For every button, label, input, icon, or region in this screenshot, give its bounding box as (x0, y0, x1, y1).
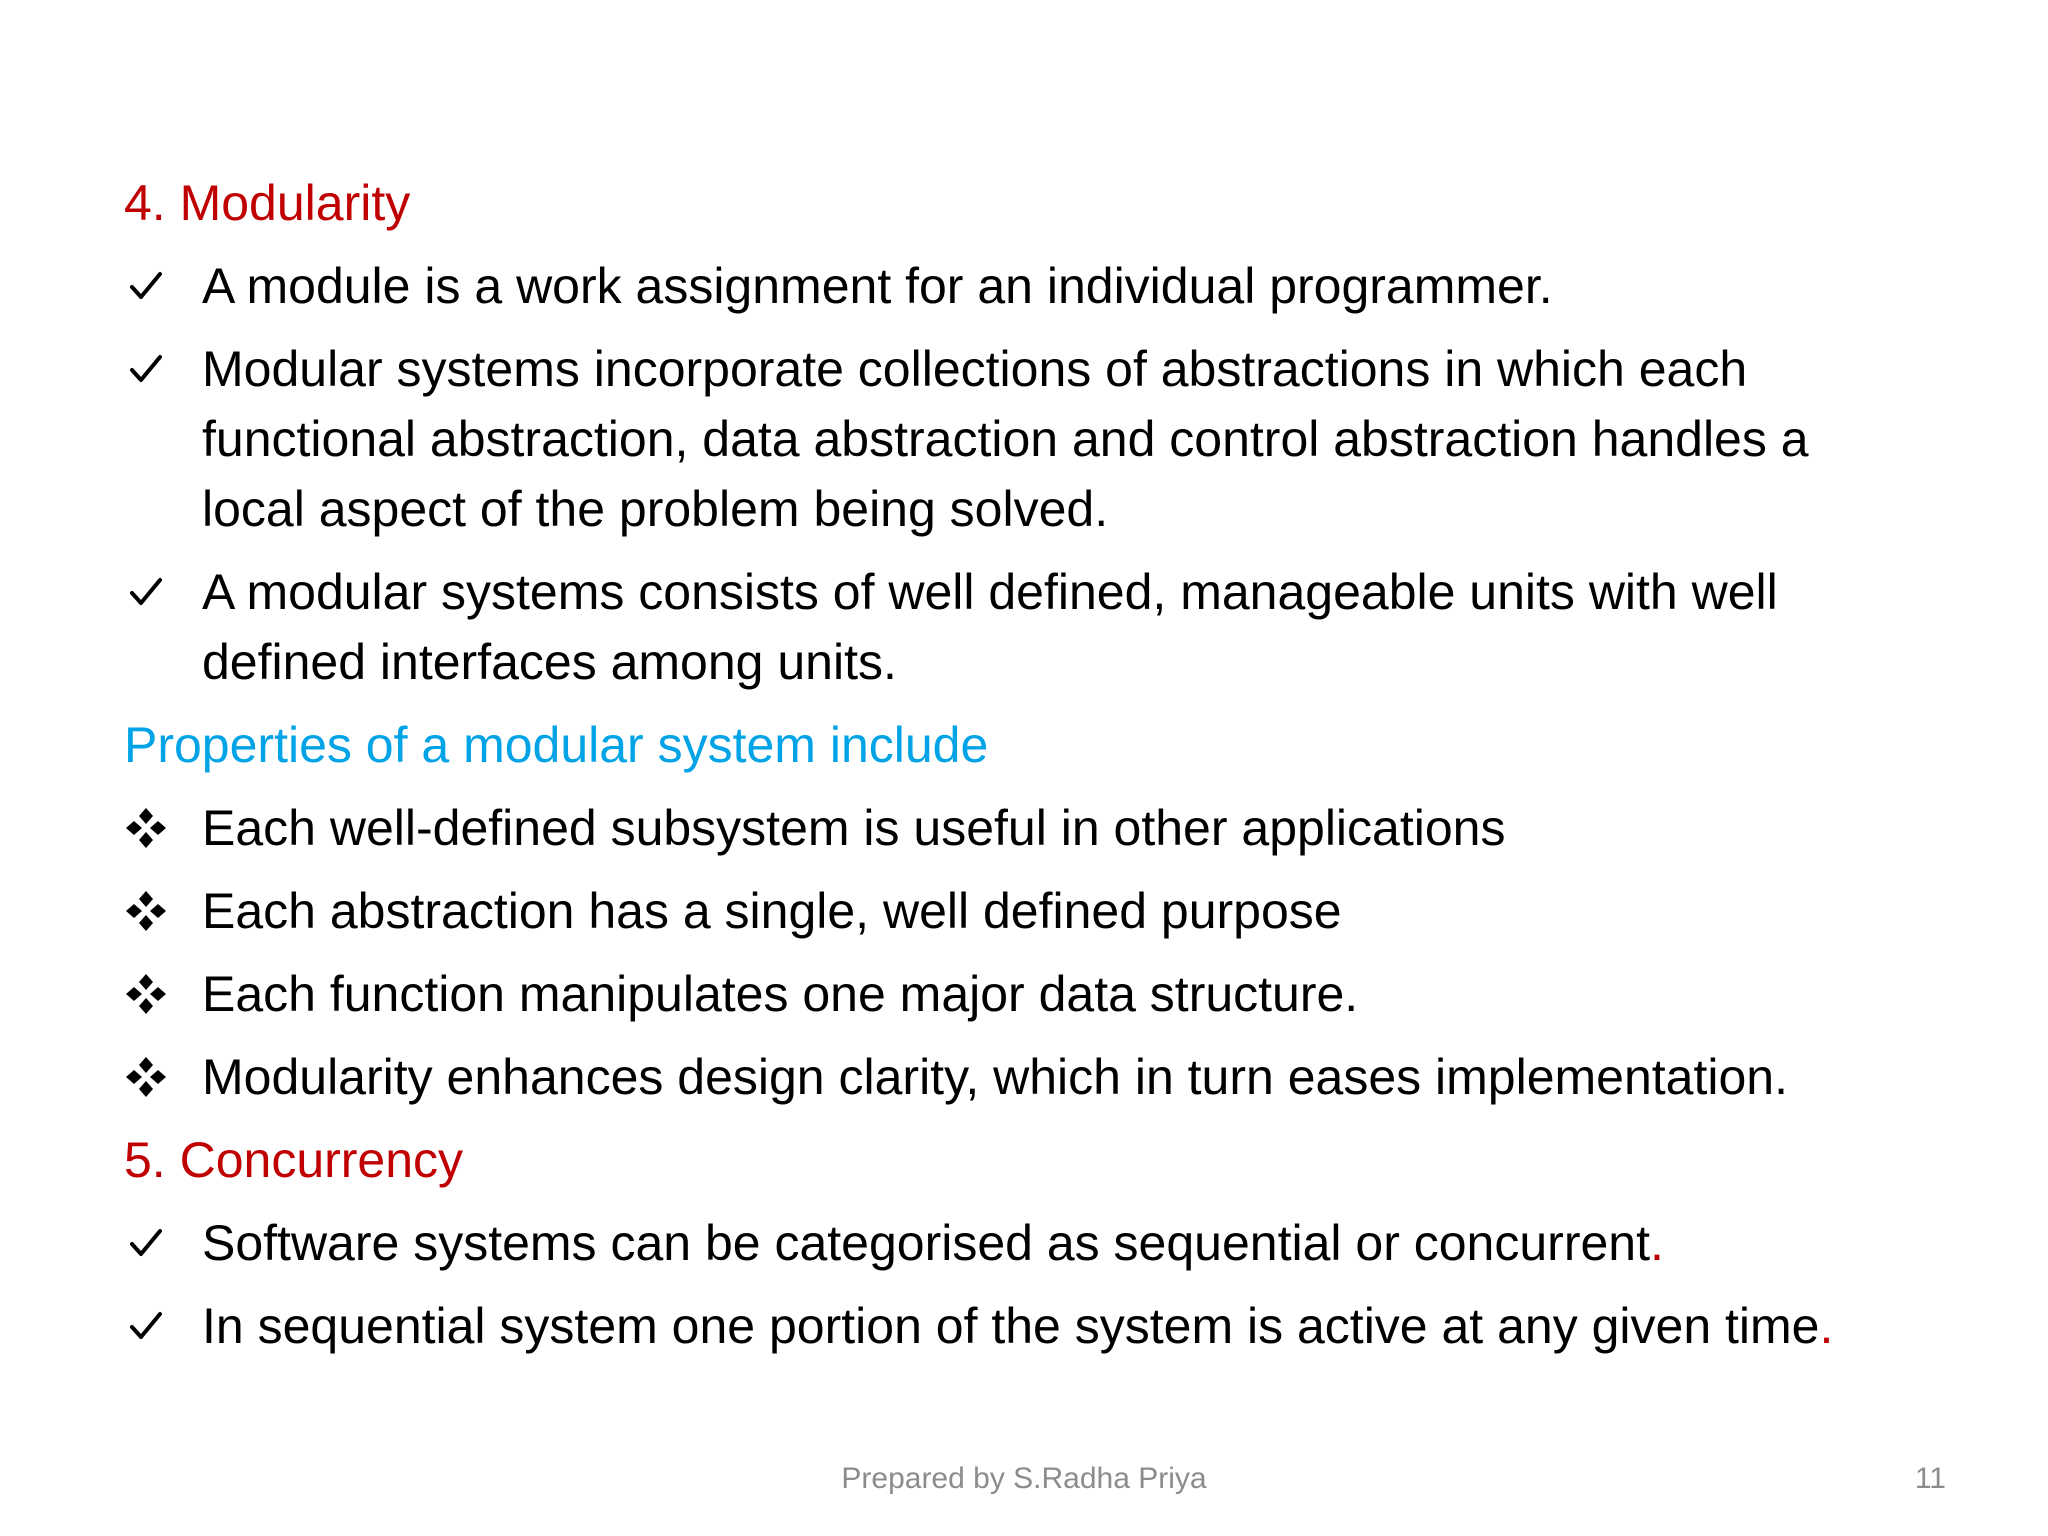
list-item-text: Each function manipulates one major data structure. (202, 966, 1359, 1022)
list-item-text: Software systems can be categorised as sequential or concurrent (202, 1215, 1650, 1271)
list-item (124, 1042, 1954, 1112)
list-item (124, 1291, 1954, 1361)
list-item-text: defined interfaces among units. (202, 634, 897, 690)
period-mark: . (1649, 1215, 1664, 1271)
list-item (124, 1208, 1954, 1278)
list-item (124, 557, 1954, 697)
list-item (124, 959, 1954, 1029)
four-diamond-icon (124, 793, 168, 863)
period-mark: . (1819, 1298, 1834, 1354)
list-item-text: A modular systems consists of well defined, manageable units with well (202, 564, 1778, 620)
list-item-text: Modularity enhances design clarity, which in turn eases implementation. (202, 1049, 1788, 1105)
list-item-text: Modular systems incorporate collections of abstractions in which each (202, 341, 1748, 397)
checkmark-icon (124, 557, 168, 627)
page-number: 11 (1914, 1462, 1946, 1495)
list-item-text: Each well-defined subsystem is useful in other applications (202, 800, 1506, 856)
heading-concurrency: 5. Concurrency (124, 1132, 464, 1188)
four-diamond-icon (124, 959, 168, 1029)
list-item (124, 251, 1954, 321)
checkmark-icon (124, 1291, 168, 1361)
heading-modularity: 4. Modularity (124, 175, 411, 231)
list-item-text: Each abstraction has a single, well defined purpose (202, 883, 1342, 939)
list-item-text: In sequential system one portion of the system is active at any given time (202, 1298, 1820, 1354)
list-item-text: functional abstraction, data abstraction and control abstraction handles a (202, 411, 1809, 467)
list-item-text: local aspect of the problem being solved. (202, 481, 1109, 537)
slide-content (124, 168, 1954, 1374)
list-item (124, 334, 1954, 544)
checkmark-icon (124, 334, 168, 404)
four-diamond-icon (124, 1042, 168, 1112)
list-item (124, 793, 1954, 863)
list-item (124, 876, 1954, 946)
checkmark-icon (124, 251, 168, 321)
heading-properties: Properties of a modular system include (124, 717, 989, 773)
list-item-text: A module is a work assignment for an individual programmer. (202, 258, 1553, 314)
four-diamond-icon (124, 876, 168, 946)
checkmark-icon (124, 1208, 168, 1278)
footer-author: Prepared by S.Radha Priya (841, 1462, 1207, 1495)
